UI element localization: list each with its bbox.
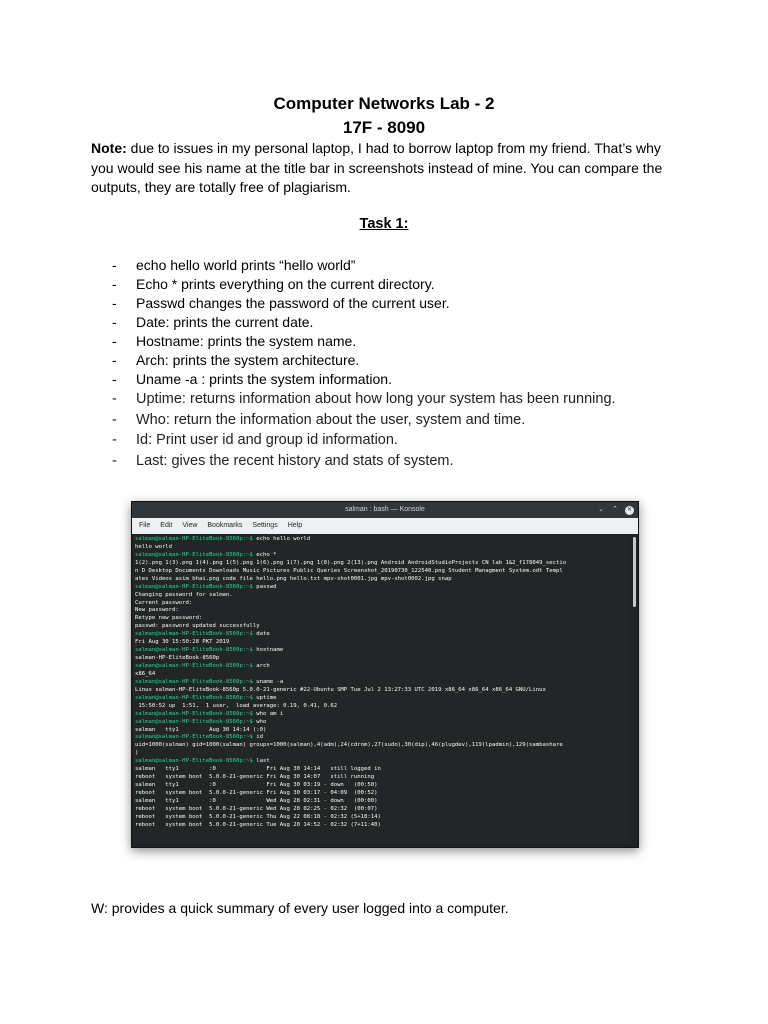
terminal-line-text: uptime [252,694,277,701]
terminal-line [135,734,627,742]
terminal-line-text: hostname [252,647,284,654]
terminal-menubar [132,518,638,534]
terminal-line-text: uid=1000(salman) gid=1000(salman) groups=1000(salman),4(adm),24(cdrom),27(sudo),30(dip),46(plugdev),119(lpadmin),129(sambashare [135,742,563,749]
terminal-line [135,798,627,806]
command-list-item [112,313,712,332]
command-list-item [112,332,712,351]
terminal-line-text: hello world [135,543,173,550]
terminal-line [135,687,627,695]
list-item-text: Date: prints the current date. [136,314,314,330]
maximize-icon[interactable]: ⌃ [612,506,618,513]
doc-roll-number: 17F - 8090 [342,118,426,137]
terminal-line [135,703,627,711]
terminal-prompt: salman@salman-HP-EliteBook-8560p:~$ [135,678,253,685]
list-item-text: Arch: prints the system architecture. [136,352,360,368]
terminal-line-text: who am i [252,710,284,717]
terminal-prompt: salman@salman-HP-EliteBook-8560p:~$ [135,551,253,558]
terminal-line [135,711,627,719]
list-dash: - [112,432,117,448]
command-list-item [112,370,712,389]
terminal-line [135,719,627,727]
terminal-line [135,671,627,679]
doc-title: Computer Networks Lab - 2 [273,94,495,113]
terminal-prompt: salman@salman-HP-EliteBook-8560p:~$ [135,583,253,590]
terminal-line [135,766,627,774]
terminal-prompt: salman@salman-HP-EliteBook-8560p:~$ [135,694,253,701]
list-item-text: Echo * prints everything on the current directory. [136,276,435,292]
terminal-line [135,576,627,584]
terminal-line [135,663,627,671]
list-item-text: Last: gives the recent history and stats of system. [136,452,454,469]
list-item-text: Id: Print user id and group id information. [136,432,398,448]
command-list [112,256,712,471]
terminal-line-text: 15:50:52 up 1:51, 1 user, load average: 0.19, 0.41, 0.62 [135,702,338,709]
terminal-prompt: salman@salman-HP-EliteBook-8560p:~$ [135,718,253,725]
menu-settings[interactable]: Settings [252,522,278,529]
terminal-line [135,790,627,798]
footer-text: provides a quick summary of every user logged into a computer. [107,900,509,916]
command-list-item [112,294,712,313]
terminal-line [135,655,627,663]
terminal-line-text: reboot system boot 5.0.0-21-generic Tue Aug 20 14:52 - 02:32 (7+11:40) [135,821,381,828]
terminal-line [135,822,627,830]
note-text: due to issues in my personal laptop, I had to borrow laptop from my friend. That’s why you would see his name at the title bar in screenshots instead of mine. You can compare the outputs, they are totally free of plagiarism. [91,140,663,195]
terminal-line-text: n D Desktop Documents Downloads Music Pictures Public Queries Screenshot_20190730_122540.png Student Managment System.odt Templ [135,567,563,574]
terminal-scrollbar[interactable] [633,537,636,607]
terminal-line-text: passwd: password updated successfully [135,623,260,630]
list-item-text: echo hello world prints “hello world” [136,257,356,273]
command-list-item [112,351,712,370]
terminal-line [135,806,627,814]
note-label: Note: [91,140,127,156]
terminal-line-text: New password: [135,607,179,614]
terminal-line [135,782,627,790]
task-heading: Task 1: [359,216,409,232]
footer-paragraph [91,900,509,916]
list-dash: - [112,276,117,292]
terminal-line [135,695,627,703]
terminal-line-text: uname -a [252,678,284,685]
terminal-line-text: passwd [252,583,277,590]
list-dash: - [112,333,117,349]
terminal-prompt: salman@salman-HP-EliteBook-8560p:~$ [135,647,253,654]
terminal-output[interactable] [133,535,629,843]
terminal-line [135,774,627,782]
terminal-line-text: salman tty1 Aug 30 14:14 (:0) [135,726,267,733]
terminal-line-text: date [252,631,270,638]
terminal-line [135,727,627,735]
terminal-line [135,584,627,592]
terminal-line-text: echo * [252,551,277,558]
terminal-line [135,814,627,822]
terminal-line-text: Retype new password: [135,615,203,622]
close-icon[interactable]: ✕ [626,506,633,513]
list-dash: - [112,314,117,330]
command-list-item [112,410,712,431]
list-dash: - [112,352,117,368]
terminal-line-text: reboot system boot 5.0.0-21-generic Wed Aug 28 02:25 - 02:32 (00:07) [135,805,378,812]
terminal-prompt: salman@salman-HP-EliteBook-8560p:~$ [135,631,253,638]
terminal-line-text: 1(2).png 1(3).png 1(4).png 1(5).png 1(6).png 1(7).png 1(8).png 2(13).png Android AndroidStudioProjects CN lab 1&2_f178049_sectio [135,559,567,566]
menu-bookmarks[interactable]: Bookmarks [207,522,243,529]
list-dash: - [112,391,117,407]
terminal-line [135,592,627,600]
terminal-line-text: x86_64 [135,670,156,677]
command-list-item [112,256,712,275]
terminal-line-text: arch [252,663,270,669]
terminal-line-text: salman-HP-EliteBook-8560p [135,655,220,662]
terminal-line [135,750,627,758]
terminal-line-text: Fri Aug 30 15:50:28 PKT 2019 [135,639,230,646]
terminal-line-text: salman tty1 :0 Fri Aug 30 14:14 still logged in [135,766,381,773]
menu-help[interactable]: Help [287,522,303,529]
terminal-line-text: Current password: [135,599,193,606]
terminal-prompt: salman@salman-HP-EliteBook-8560p:~$ [135,734,253,741]
list-dash: - [112,452,117,469]
terminal-line-text: Linux salman-HP-EliteBook-8560p 5.0.0-21-generic #22-Ubuntu SMP Tue Jul 2 13:27:33 UTC 2019 x86_64 x86_64 x86_64 GNU/Linux [135,686,546,693]
list-item-text: Uptime: returns information about how long your system has been running. [136,391,616,407]
list-item-text: Who: return the information about the user, system and time. [136,411,526,428]
terminal-prompt: salman@salman-HP-EliteBook-8560p:~$ [135,663,253,669]
command-list-item [112,451,712,472]
menu-edit[interactable]: Edit [160,522,173,529]
menu-file[interactable]: File [139,522,151,529]
terminal-line [135,615,627,623]
terminal-prompt: salman@salman-HP-EliteBook-8560p:~$ [135,536,253,542]
list-dash: - [112,371,117,387]
terminal-window [131,501,639,848]
terminal-line-text: who [252,718,267,725]
terminal-line-text: reboot system boot 5.0.0-21-generic Thu Aug 22 08:18 - 02:32 (5+18:14) [135,813,381,820]
terminal-line-text: Changing password for salman. [135,591,233,598]
terminal-prompt: salman@salman-HP-EliteBook-8560p:~$ [135,758,253,765]
terminal-line [135,552,627,560]
list-dash: - [112,295,117,311]
terminal-window-title: salman : bash — Konsole [345,506,425,513]
minimize-icon[interactable]: ⌄ [598,506,604,513]
terminal-line [135,742,627,750]
list-dash: - [112,257,117,273]
terminal-line-text: ) [135,750,139,757]
terminal-line-text: ates Videos asim bhai.png code file hello.png hello.txt mpv-shot0001.jpg mpv-shot0002.jpg snap [135,575,452,582]
list-item-text: Hostname: prints the system name. [136,333,357,349]
terminal-line [135,647,627,655]
list-item-text: Uname -a : prints the system information. [136,371,392,387]
terminal-line [135,544,627,552]
terminal-line-text: reboot system boot 5.0.0-21-generic Fri Aug 30 03:17 - 04:09 (00:52) [135,790,378,796]
terminal-line [135,679,627,687]
terminal-line [135,568,627,576]
terminal-line [135,600,627,608]
terminal-line [135,631,627,639]
footer-label: W: [91,900,108,916]
terminal-titlebar [132,502,638,518]
terminal-line [135,639,627,647]
terminal-prompt: salman@salman-HP-EliteBook-8560p:~$ [135,710,253,717]
terminal-line-text: salman tty1 :0 Wed Aug 28 02:31 - down (00:00) [135,797,378,804]
terminal-line-text: echo hello world [252,536,311,542]
terminal-line [135,607,627,615]
command-list-item [112,430,712,451]
note-paragraph [91,139,677,198]
terminal-line [135,560,627,568]
terminal-line [135,758,627,766]
terminal-line-text: salman tty1 :0 Fri Aug 30 03:19 - down (00:50) [135,782,378,789]
terminal-line [135,536,627,544]
terminal-line [135,623,627,631]
command-list-item [112,389,712,410]
list-item-text: Passwd changes the password of the current user. [136,295,450,311]
command-list-item [112,275,712,294]
menu-view[interactable]: View [182,522,198,529]
terminal-line-text: last [252,758,270,765]
list-dash: - [112,411,117,428]
terminal-line-text: id [252,734,263,741]
terminal-line-text: reboot system boot 5.0.0-21-generic Fri Aug 30 14:07 still running [135,774,375,781]
